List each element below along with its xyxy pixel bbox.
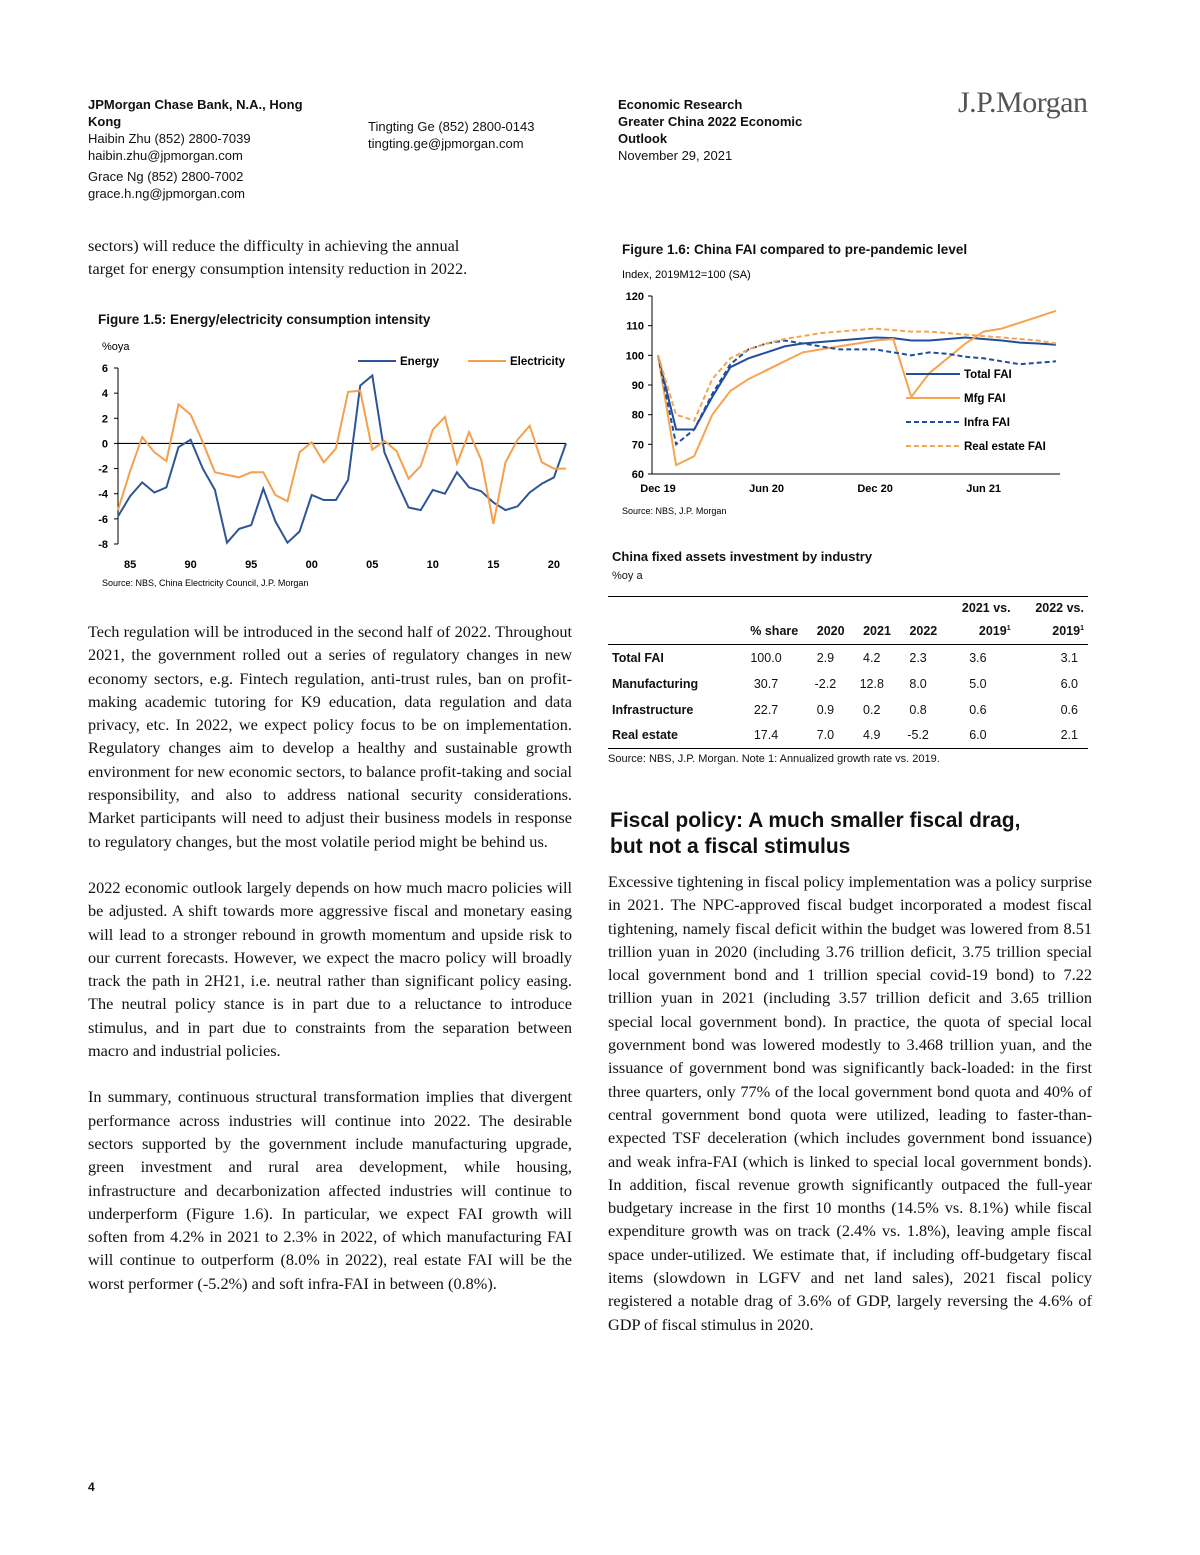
fig15-x-tick-label: 10 bbox=[426, 559, 439, 571]
intro-line-2: target for energy consumption intensity reduction in 2022. bbox=[88, 259, 468, 279]
fiscal-heading-line-1: Fiscal policy: A much smaller fiscal drag, bbox=[610, 809, 1021, 832]
paragraph-tech-regulation: Tech regulation will be introduced in the second half of 2022. Throughout 2021, the government rolled out a series of regulatory changes in new economy sectors, e.g. Fintech regulation, anti-trust rules, ban on profit-making academic tutoring for K9 education, data regulation and data privacy, etc. In 2022, we expect policy focus to be on implementation. Regulatory changes aim to develop a healthy and sustainable growth environment for new economic sectors, to balance profit-taking and social responsibility, and also to address national security considerations. Market participants will need to adjust their business models in response to regulatory changes, but the most volatile period might be behind us. bbox=[88, 622, 572, 851]
fig15-y-tick-label: 2 bbox=[101, 413, 108, 426]
fiscal-heading-line-2: but not a fiscal stimulus bbox=[610, 835, 851, 858]
report-date: November 29, 2021 bbox=[618, 148, 733, 163]
fig15-x-tick-label: 15 bbox=[487, 559, 500, 571]
paragraph-outlook: 2022 economic outlook largely depends on how much macro policies will be adjusted. A shift towards more aggressive fiscal and monetary easing will lead to a stronger rebound in growth momentum and upside risk to our current forecasts. However, we expect the macro policy will broadly track the path in 2H21, i.e. neutral rather than significant policy easing. The neutral policy stance is in part due to a reluctance to introduce stimulus, and in part due to constraints from the separation between macro and industrial policies. bbox=[88, 877, 572, 1061]
fig15-series-energy bbox=[118, 376, 566, 543]
fig16-y-tick-label: 120 bbox=[625, 291, 644, 303]
table-row: Real estate 17.4 7.0 4.9 -5.2 6.0 2.1 bbox=[612, 728, 1078, 743]
fig16-x-tick-label: Dec 20 bbox=[857, 483, 893, 495]
table-title: China fixed assets investment by industry bbox=[612, 549, 873, 564]
fig16-unit: Index, 2019M12=100 (SA) bbox=[622, 269, 751, 281]
jpmorgan-logo: J.P.Morgan bbox=[958, 86, 1088, 119]
fig16-source: Source: NBS, J.P. Morgan bbox=[622, 506, 727, 516]
fig16-legend-label: Infra FAI bbox=[964, 417, 1011, 429]
fig16-legend-label: Real estate FAI bbox=[964, 441, 1046, 453]
bank-name-2: Kong bbox=[88, 114, 122, 129]
col-2021: 2021 bbox=[863, 624, 891, 639]
fig16-svg bbox=[608, 264, 1088, 522]
fai-table bbox=[608, 596, 1088, 749]
fig16-x-tick-label: Jun 21 bbox=[966, 483, 1002, 495]
col-2021-vs-2019: 2019$^1$ bbox=[978, 624, 1011, 639]
col-2022-vs-2019: 2019$^1$ bbox=[1052, 624, 1084, 639]
fig15-x-tick-label: 00 bbox=[305, 559, 318, 571]
fig15-series-electricity bbox=[118, 391, 566, 524]
department: Economic Research bbox=[618, 97, 743, 112]
email-ng: grace.h.ng@jpmorgan.com bbox=[88, 186, 245, 201]
fig16-legend-label: Total FAI bbox=[964, 369, 1012, 381]
paragraph-fiscal: Excessive tightening in fiscal policy implementation was a policy surprise in 2021. The NPC-approved fiscal budget incorporated a modest fiscal tightening, namely fiscal deficit within the budget was lowered from 8.51 trillion yuan in 2020 (including 3.76 trillion deficit, 3.75 trillion special local government bond and 1 trillion special covid-19 bond) to 7.22 trillion yuan in 2021 (including 3.57 trillion deficit and 3.65 trillion special local government bond). In practice, the quota of special local government bond was lowered modestly to 3.468 trillion yuan, and the issuance of government bond was significantly back-loaded: in the first three quarters, only 77% of the local government bond quota and 40% of central government bond quota were utilized, leading to faster-than-expected TSF deceleration (which includes government bond issuance) and weak infra-FAI (which is linked to special local government bonds). In addition, fiscal revenue growth significantly outpaced the full-year budgetary increase in the first 10 months (14.5% vs. 8.1%) while fiscal expenditure growth was on track (2.4% vs. 1.8%), leaving ample fiscal space under-utilized. We estimate that, if including off-budgetary fiscal items (slowdown in LGFV and net land sales), 2021 fiscal policy registered a notable drag of 3.6% of GDP, largely reversing the 4.6% of GDP of fiscal stimulus in 2020. bbox=[608, 872, 1092, 1334]
fig16-x-tick-label: Dec 19 bbox=[640, 483, 676, 495]
contact-ge: Tingting Ge (852) 2800-0143 bbox=[368, 119, 535, 134]
fig15-y-tick-label: 4 bbox=[101, 388, 108, 401]
contact-ng: Grace Ng (852) 2800-7002 bbox=[88, 169, 244, 184]
table-row: Total FAI 100.0 2.9 4.2 2.3 3.6 3.1 bbox=[612, 650, 1078, 665]
email-zhu: haibin.zhu@jpmorgan.com bbox=[88, 148, 243, 163]
fig15-y-tick-label: 6 bbox=[101, 363, 108, 375]
fig16-y-tick-label: 100 bbox=[625, 350, 644, 363]
col-2020: 2020 bbox=[816, 624, 845, 639]
table-unit: %oy a bbox=[612, 570, 643, 582]
fig16-y-tick-label: 80 bbox=[631, 409, 644, 422]
intro-line-1: sectors) will reduce the difficulty in achieving the annual bbox=[88, 236, 460, 255]
fig16-y-tick-label: 60 bbox=[631, 469, 644, 481]
fig15-y-tick-label: -8 bbox=[98, 539, 108, 551]
header-middle bbox=[368, 118, 534, 152]
fig15-y-tick-label: -4 bbox=[98, 488, 108, 501]
bank-name: JPMorgan Chase Bank, N.A., Hong bbox=[88, 97, 303, 112]
right-body bbox=[608, 870, 1092, 1359]
paragraph-summary: In summary, continuous structural transformation implies that divergent performance across industries will continue into 2022. The desirable sectors supported by the government include manufacturing upgrade, green investment and rural area development, while housing, infrastructure and decarbonization affected industries will continue to underperform (Figure 1.6). In particular, we expect FAI growth will soften from 4.2% in 2021 to 2.3% in 2022, of which manufacturing FAI will continue to outperform (8.0% in 2022), real estate FAI will be the worst performer (-5.2%) and soft infra-FAI in between (0.8%). bbox=[88, 1087, 572, 1293]
report-title-2: Outlook bbox=[618, 131, 668, 146]
fig15-x-tick-label: 05 bbox=[366, 559, 379, 571]
fig16-chart bbox=[608, 264, 1088, 527]
fig16-legend-label: Mfg FAI bbox=[964, 393, 1006, 405]
group-head-2022: 2022 vs. bbox=[1035, 600, 1084, 615]
fig15-legend-label: Electricity bbox=[510, 356, 565, 368]
fig15-legend-label: Energy bbox=[400, 356, 439, 368]
fig15-y-tick-label: 0 bbox=[101, 438, 108, 451]
page-number: 4 bbox=[88, 1480, 95, 1494]
contact-zhu: Haibin Zhu (852) 2800-7039 bbox=[88, 131, 251, 146]
fig15-y-tick-label: -6 bbox=[98, 513, 108, 526]
fig16-y-tick-label: 90 bbox=[631, 380, 644, 392]
fig16-y-tick-label: 110 bbox=[626, 320, 644, 333]
table-header bbox=[608, 619, 1088, 645]
fig16-x-tick-label: Jun 20 bbox=[749, 483, 784, 495]
fig16-series-total-fai bbox=[658, 338, 1056, 430]
col-2022: 2022 bbox=[909, 624, 938, 639]
fig15-svg bbox=[88, 334, 578, 596]
table-group-header bbox=[608, 597, 1088, 619]
fig15-chart bbox=[88, 334, 578, 601]
fig16-y-tick-label: 70 bbox=[631, 439, 644, 452]
table-source: Source: NBS, J.P. Morgan. Note 1: Annualized growth rate vs. 2019. bbox=[608, 753, 940, 765]
left-body bbox=[88, 620, 572, 1318]
fig15-title: Figure 1.5: Energy/electricity consumption intensity bbox=[98, 312, 431, 327]
fai-table-wrap bbox=[608, 596, 1088, 765]
fig16-title: Figure 1.6: China FAI compared to pre-pandemic level bbox=[622, 242, 968, 257]
table-row: Infrastructure 22.7 0.9 0.2 0.8 0.6 0.6 bbox=[612, 702, 1078, 717]
email-ge: tingting.ge@jpmorgan.com bbox=[368, 136, 524, 151]
group-head-2021: 2021 vs. bbox=[961, 600, 1011, 615]
fiscal-heading bbox=[610, 808, 1100, 860]
fig15-x-tick-label: 95 bbox=[245, 559, 258, 571]
header-left bbox=[88, 96, 348, 202]
report-title: Greater China 2022 Economic bbox=[618, 114, 803, 129]
fig15-unit: %oya bbox=[102, 341, 130, 353]
fig15-source: Source: NBS, China Electricity Council, J.P. Morgan bbox=[102, 578, 309, 588]
header-right bbox=[618, 96, 802, 164]
fig15-x-tick-label: 90 bbox=[184, 559, 197, 571]
col-share: % share bbox=[750, 624, 799, 639]
fig15-x-tick-label: 20 bbox=[547, 559, 561, 571]
table-row: Manufacturing 30.7 -2.2 12.8 8.0 5.0 6.0 bbox=[612, 676, 1078, 691]
fig15-y-tick-label: -2 bbox=[98, 463, 108, 476]
fig15-x-tick-label: 85 bbox=[123, 559, 137, 571]
intro-text bbox=[88, 234, 568, 281]
